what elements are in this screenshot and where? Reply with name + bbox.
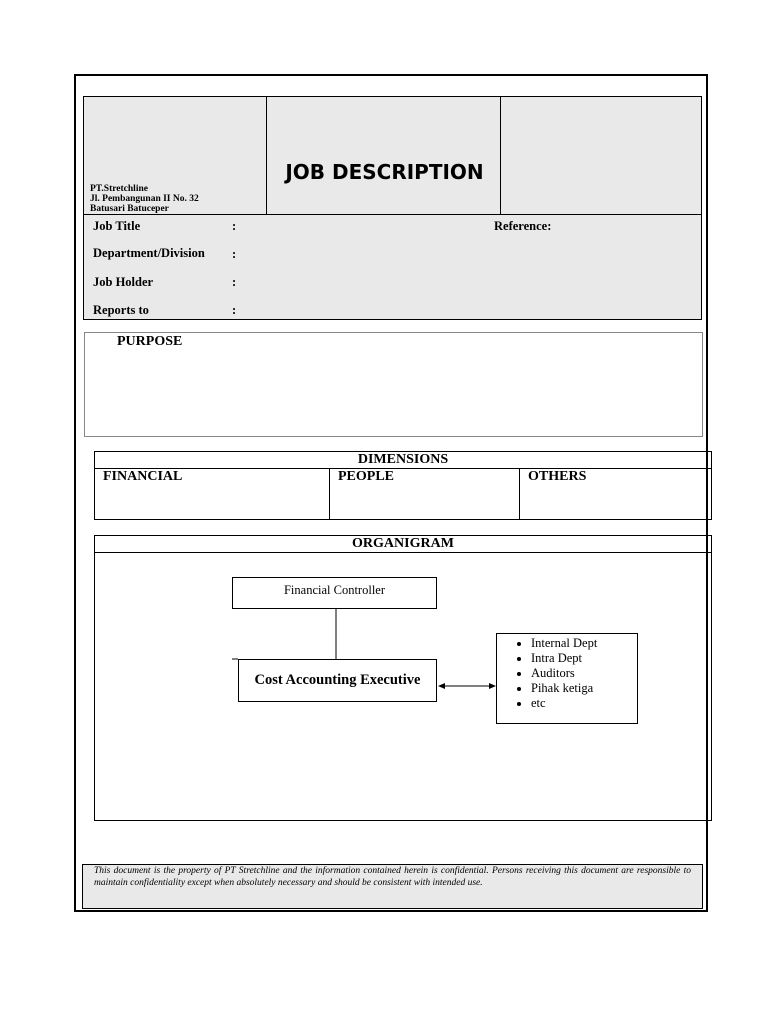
relation-arrowhead-left [438,683,445,689]
job-title-label: Job Title [93,219,141,233]
reference-label: Reference: [494,219,552,233]
dimensions-title: DIMENSIONS [357,452,449,467]
purpose-title: PURPOSE [117,334,183,349]
dimensions-financial-label: FINANCIAL [103,469,183,484]
cost-accounting-executive-box: Cost Accounting Executive [238,659,437,702]
relation-item: • Pihak ketiga [531,681,637,696]
job-holder-colon: : [232,275,237,289]
company-address-line2: Batusari Batuceper [90,204,169,214]
relations-box [496,633,638,724]
reports-to-label: Reports to [93,303,149,317]
reports-to-colon: : [232,303,237,317]
dimensions-people-label: PEOPLE [338,469,395,484]
document-title: JOB DESCRIPTION [285,160,484,184]
relation-item: • Auditors [531,666,637,681]
relations-list [517,636,637,711]
department-colon: : [232,247,237,261]
company-address-line1: Jl. Pembangunan II No. 32 [90,194,199,204]
job-holder-label: Job Holder [93,275,154,289]
financial-controller-box: Financial Controller [232,577,437,609]
dimensions-others-label: OTHERS [528,469,587,484]
relation-item: • etc [531,696,637,711]
organigram-title: ORGANIGRAM [352,536,454,551]
relation-arrowhead-right [489,683,496,689]
relation-item: • Internal Dept [531,636,637,651]
confidentiality-footer [82,864,703,909]
relation-item: • Intra Dept [531,651,637,666]
department-label: Department/Division [93,246,205,260]
confidentiality-text: This document is the property of PT Stretchline and the information contained herein is confidential. Persons receiving this document are responsible to maintain confidentiality except when absolutely necessary and should be consistent with intended use. [94,866,691,888]
job-title-colon: : [232,219,237,233]
company-name: PT.Stretchline [90,184,148,194]
